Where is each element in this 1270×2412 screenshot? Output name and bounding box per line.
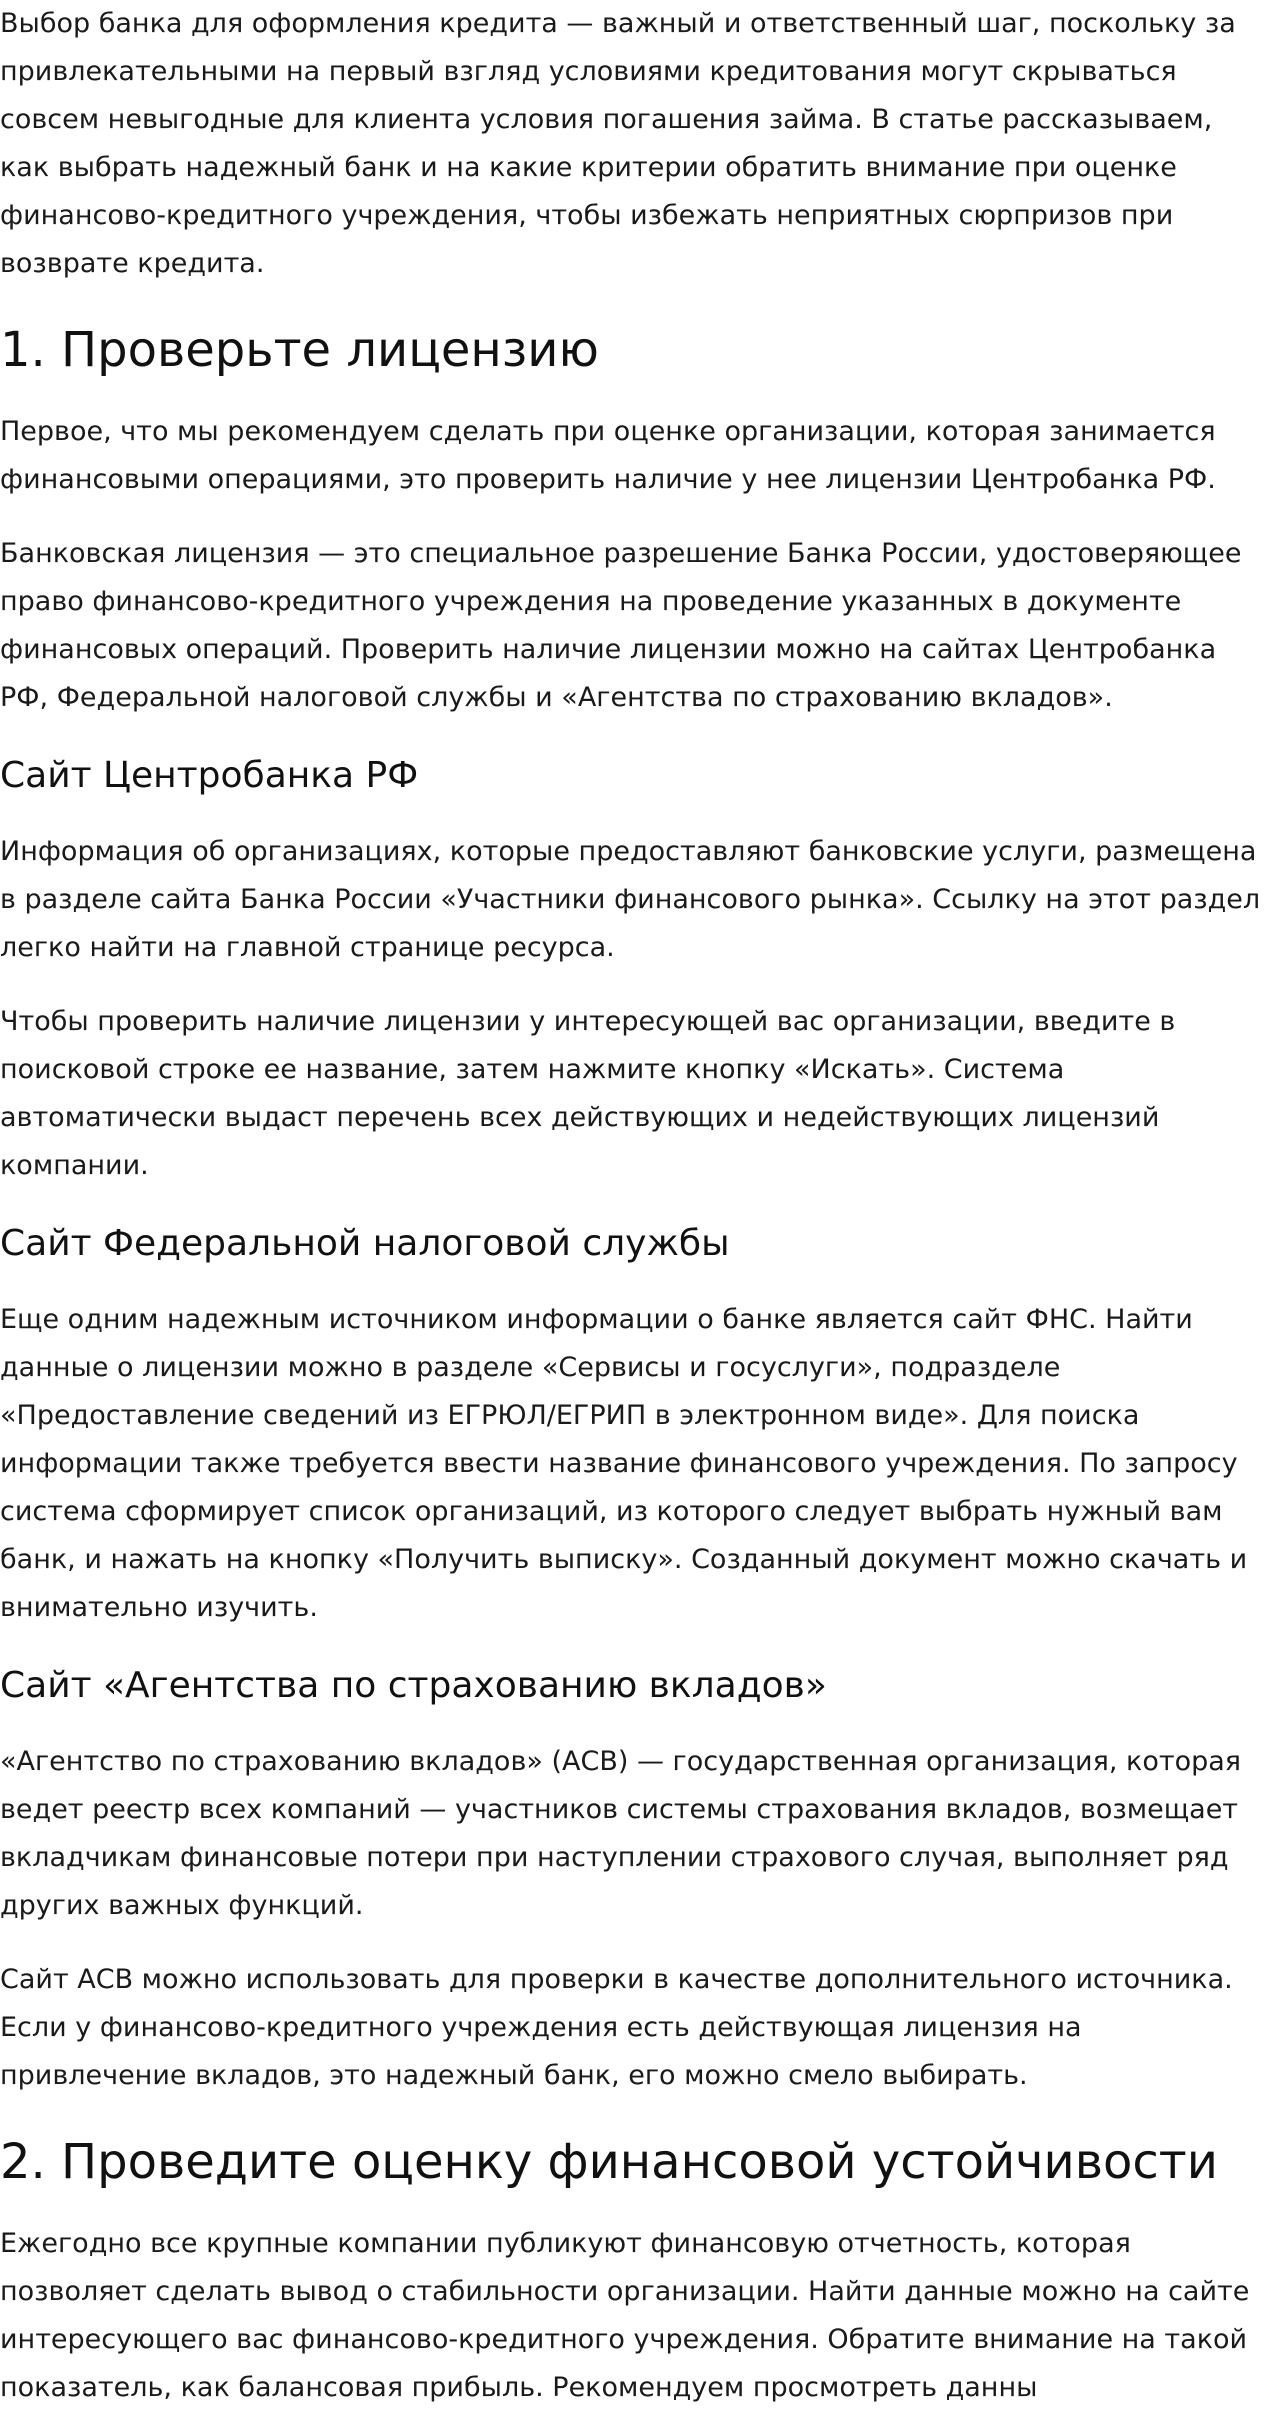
section-heading-financial-stability: 2. Проведите оценку финансовой устойчивости (0, 2134, 1218, 2190)
asv-paragraph-2: Сайт АСВ можно использовать для проверки в качестве дополнительного источника. Если у финансово-кредитного учреждения есть действующая лицензия на привлечение вкладов, это надежный банк, его можно смело выбирать. (0, 1964, 1233, 2091)
cbr-paragraph-2: Чтобы проверить наличие лицензии у интересующей вас организации, введите в поисковой строке ее название, затем нажмите кнопку «Искать». Система автоматически выдаст перечень всех действующих и недействующих лицензий компании. (0, 1006, 1176, 1181)
subheading-fns-site: Сайт Федеральной налоговой службы (0, 1223, 730, 1264)
intro-paragraph: Выбор банка для оформления кредита — важный и ответственный шаг, поскольку за привлекательными на первый взгляд условиями кредитования могут скрываться совсем невыгодные для клиента условия погашения займа. В статье рассказываем, как выбрать надежный банк и на какие критерии обратить внимание при оценке финансово-кредитного учреждения, чтобы избежать неприятных сюрпризов при возврате кредита. (0, 8, 1236, 279)
asv-paragraph-1: «Агентство по страхованию вкладов» (АСВ) — государственная организация, которая ведет реестр всех компаний — участников системы страхования вкладов, возмещает вкладчикам финансовые потери при наступлении страхового случая, выполняет ряд других важных функций. (0, 1746, 1242, 1921)
license-paragraph-1: Первое, что мы рекомендуем сделать при оценке организации, которая занимается финансовыми операциями, это проверить наличие у нее лицензии Центробанка РФ. (0, 416, 1216, 495)
license-paragraph-2: Банковская лицензия — это специальное разрешение Банка России, удостоверяющее право финансово-кредитного учреждения на проведение указанных в документе финансовых операций. Проверить наличие лицензии можно на сайтах Центробанка РФ, Федеральной налоговой службы и «Агентства по страхованию вкладов». (0, 538, 1242, 713)
subheading-cbr-site: Сайт Центробанка РФ (0, 755, 419, 796)
cbr-paragraph-1: Информация об организациях, которые предоставляют банковские услуги, размещена в разделе сайта Банка России «Участники финансового рынка». Ссылку на этот раздел легко найти на главной странице ресурса. (0, 836, 1261, 963)
fns-paragraph-1: Еще одним надежным источником информации о банке является сайт ФНС. Найти данные о лицензии можно в разделе «Сервисы и госуслуги», подразделе «Предоставление сведений из ЕГРЮЛ/ЕГРИП в электронном виде». Для поиска информации также требуется ввести название финансового учреждения. По запросу система сформирует список организаций, из которого следует выбрать нужный вам банк, и нажать на кнопку «Получить выписку». Созданный документ можно скачать и внимательно изучить. (0, 1304, 1248, 1623)
subheading-asv-site: Сайт «Агентства по страхованию вкладов» (0, 1665, 827, 1706)
section-heading-license: 1. Проверьте лицензию (0, 322, 599, 378)
stability-paragraph-1: Ежегодно все крупные компании публикуют финансовую отчетность, которая позволяет сделать вывод о стабильности организации. Найти данные можно на сайте интересующего вас финансово-кредитного учреждения. Обратите внимание на такой показатель, как балансовая прибыль. Рекомендуем просмотреть данны (0, 2228, 1250, 2403)
